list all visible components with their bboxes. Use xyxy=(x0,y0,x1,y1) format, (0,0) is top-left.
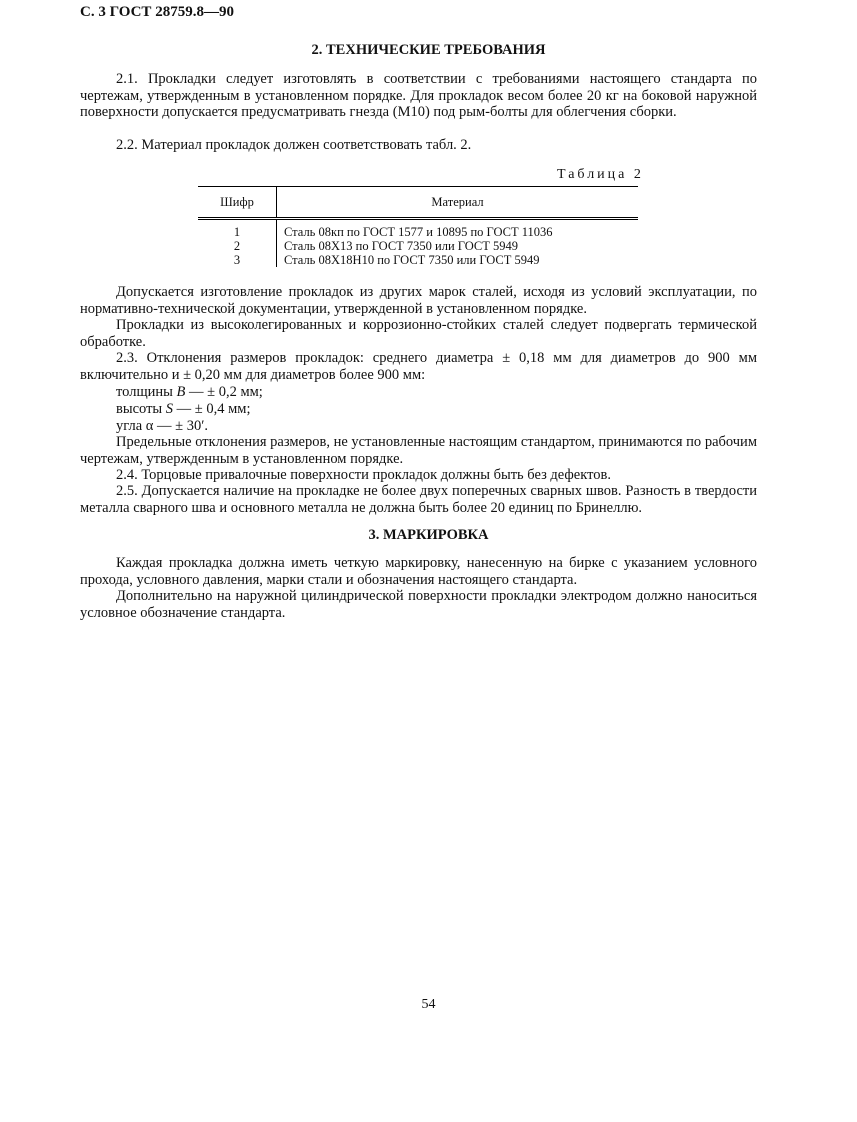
paragraph-limit-deviations: Предельные отклонения размеров, не установленные настоящим стандартом, принимаются по рабочим чертежам, утвержденным в установленном порядке. xyxy=(80,434,757,467)
paragraph-2-2: 2.2. Материал прокладок должен соответствовать табл. 2. xyxy=(116,137,472,153)
table-header-row xyxy=(198,187,638,219)
section-3-title: 3. МАРКИРОВКА xyxy=(368,527,489,543)
tolerance-angle: угла α — ± 30′. xyxy=(116,418,208,434)
section-2-title: 2. ТЕХНИЧЕСКИЕ ТРЕБОВАНИЯ xyxy=(311,42,546,58)
cell-code: 1 xyxy=(198,219,277,240)
column-header-code: Шифр xyxy=(198,187,277,219)
paragraph-2-1: 2.1. Прокладки следует изготовлять в соответствии с требованиями настоящего стандарта по чертежам, утвержденным в установленном порядке. Для прокладок весом более 20 кг на боковой наружной поверхности допускается предусматривать гнезда (М10) под рым-болты для облегчения сборки. xyxy=(80,71,757,121)
paragraph-2-5: 2.5. Допускается наличие на прокладке не более двух поперечных сварных швов. Разность в твердости металла сварного шва и основного металла не должна быть более 20 единиц по Бринеллю. xyxy=(80,483,757,516)
paragraph-2-4: 2.4. Торцовые привалочные поверхности прокладок должны быть без дефектов. xyxy=(116,467,611,483)
cell-code: 2 xyxy=(198,239,277,253)
paragraph-marking-2: Дополнительно на наружной цилиндрической поверхности прокладки электродом должно наноситься условное обозначение стандарта. xyxy=(80,588,757,621)
tolerance-height: высоты S — ± 0,4 мм; xyxy=(116,401,251,417)
table-row xyxy=(198,219,638,240)
cell-material: Сталь 08кп по ГОСТ 1577 и 10895 по ГОСТ 11036 xyxy=(284,225,553,239)
tolerance-thickness: толщины B — ± 0,2 мм; xyxy=(116,384,263,400)
paragraph-other-steels: Допускается изготовление прокладок из других марок сталей, исходя из условий эксплуатации, по нормативно-технической документации, утвержденной в установленном порядке. xyxy=(80,284,757,317)
table-row xyxy=(198,239,638,253)
cell-code: 3 xyxy=(198,253,277,267)
materials-table xyxy=(198,186,638,267)
paragraph-heat-treatment: Прокладки из высоколегированных и коррозионно-стойких сталей следует подвергать термической обработке. xyxy=(80,317,757,350)
paragraph-marking-1: Каждая прокладка должна иметь четкую маркировку, нанесенную на бирке с указанием условного прохода, условного давления, марки стали и обозначения настоящего стандарта. xyxy=(80,555,757,588)
cell-material: Сталь 08Х18Н10 по ГОСТ 7350 или ГОСТ 5949 xyxy=(284,253,540,267)
paragraph-2-3: 2.3. Отклонения размеров прокладок: среднего диаметра ± 0,18 мм для диаметров до 900 мм включительно и ± 0,20 мм для диаметров более 900 мм: xyxy=(80,350,757,383)
cell-material: Сталь 08Х13 по ГОСТ 7350 или ГОСТ 5949 xyxy=(284,239,518,253)
page-number: 54 xyxy=(421,997,436,1012)
table-2-caption: Таблица 2 xyxy=(557,167,644,182)
page-header: С. 3 ГОСТ 28759.8—90 xyxy=(80,4,234,20)
table-row xyxy=(198,253,638,267)
column-header-material: Материал xyxy=(277,187,639,219)
